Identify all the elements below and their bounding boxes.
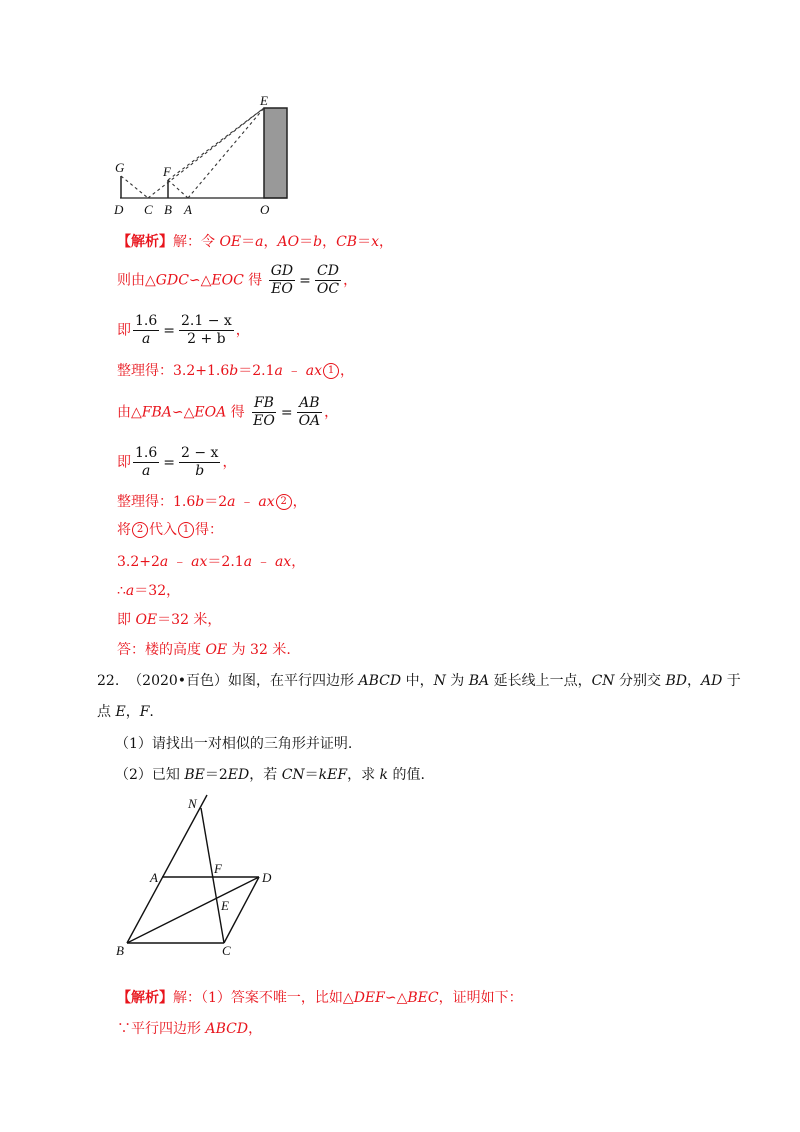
problem-number: 22. (97, 673, 120, 689)
segment-c-d (224, 877, 259, 943)
solution2-line2: ∵平行四边形 ABCD， (117, 1021, 263, 1037)
solution1-line7: 整理得：1.6b＝2a ﹣ ax 2 ， (117, 494, 307, 510)
label-b2: B (116, 943, 124, 958)
analysis-tag-2: 【解析】 (117, 990, 173, 1006)
label-e2: E (221, 898, 229, 913)
label-e: E (260, 93, 268, 108)
label-a: A (184, 202, 192, 217)
label-o: O (260, 202, 270, 217)
segment-b-n (127, 795, 207, 943)
solution1-answer: 答：楼的高度 OE 为 32 米. (117, 642, 291, 658)
label-a2: A (150, 870, 158, 885)
fraction-1-6-a: $\frac{1.6}{a}$ (135, 313, 158, 347)
solution1-line8: 将 2 代入 1 得： (117, 522, 223, 538)
solution1-line9: 3.2+2a ﹣ ax＝2.1a ﹣ ax， (117, 554, 306, 570)
problem22-line1: 22. （2020•百色）如图，在平行四边形 ABCD 中，N 为 BA 延长线上一点，CN 分别交 BD，AD 于 (97, 673, 741, 689)
problem22-question2: （2）已知 BE＝2ED，若 CN＝kEF，求 k 的值. (115, 767, 425, 783)
problem22-line2: 点 E，F. (97, 704, 154, 720)
fraction-fb-eo: $\frac{FB}{EO}$ (253, 395, 275, 429)
label-f: F (163, 164, 171, 179)
circled-number: 2 (132, 522, 148, 538)
label-b: B (164, 202, 172, 217)
solution1-line4: 整理得：3.2+1.6b＝2.1a ﹣ ax 1 ， (117, 363, 355, 379)
fraction-ab-oa: $\frac{AB}{OA}$ (298, 395, 321, 429)
segment-b-d (127, 877, 259, 943)
solution1-line2: 则由△GDC∽△EOC 得 $\frac{GD}{EO}$ = $\frac{CD}{OC}$ ， (117, 263, 358, 297)
analysis-tag: 【解析】 (117, 234, 173, 250)
circled-number: 2 (276, 494, 292, 510)
label-c2: C (222, 943, 231, 958)
label-f2: F (214, 861, 222, 876)
solution2-line1: 【解析】解：（1）答案不唯一，比如△DEF∽△BEC，证明如下： (117, 990, 523, 1006)
solution1-line5: 由△FBA∽△EOA 得 $\frac{FB}{EO}$ = $\frac{AB}{OA}$ ， (117, 395, 339, 429)
solution1-line1: 【解析】解：令 OE＝a，AO＝b，CB＝x， (117, 234, 393, 250)
label-n: N (188, 796, 197, 811)
fraction-cd-oc: $\frac{CD}{OC}$ (316, 263, 340, 297)
circled-number: 1 (323, 363, 339, 379)
solution1-line11: 即 OE＝32 米， (117, 612, 222, 628)
label-g: G (115, 160, 125, 175)
circled-number: 1 (178, 522, 194, 538)
label-d2: D (262, 870, 272, 885)
fraction-1-6-a-2: $\frac{1.6}{a}$ (135, 445, 158, 479)
fraction-2-x-b: $\frac{2 - x}{b}$ (181, 445, 219, 479)
label-c: C (144, 202, 153, 217)
problem22-question1: （1）请找出一对相似的三角形并证明. (115, 736, 353, 752)
solution1-line3: 即 $\frac{1.6}{a}$ = $\frac{2.1 - x}{2 + b}$ ， (117, 313, 250, 347)
solution1-line6: 即 $\frac{1.6}{a}$ = $\frac{2 - x}{b}$ ， (117, 445, 237, 479)
label-d: D (114, 202, 124, 217)
fraction-gd-eo: $\frac{GD}{EO}$ (270, 263, 294, 297)
fraction-2-1-x: $\frac{2.1 - x}{2 + b}$ (181, 313, 232, 347)
solution1-line10: ∴a＝32， (117, 583, 181, 599)
